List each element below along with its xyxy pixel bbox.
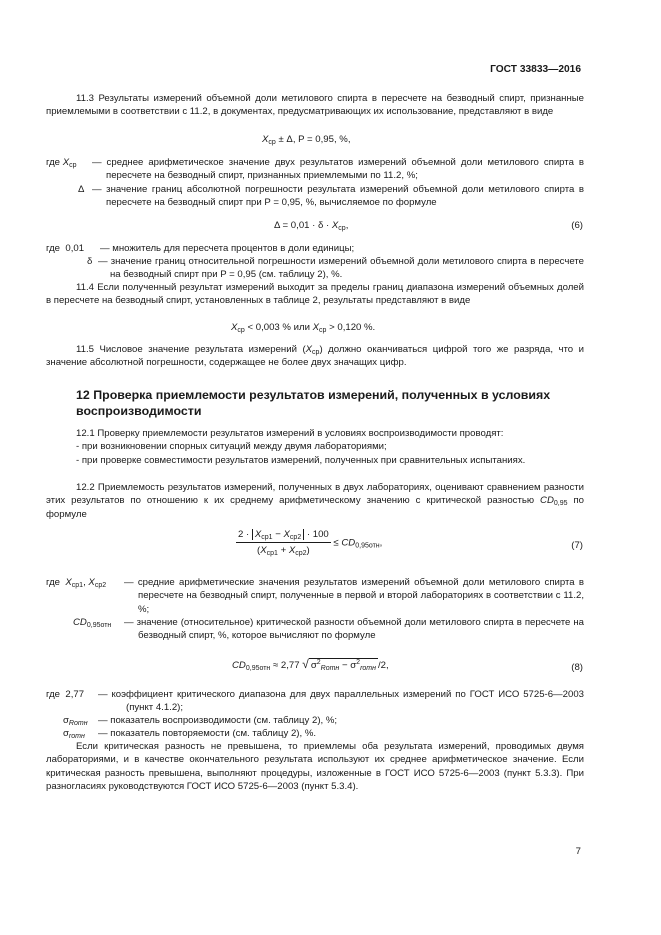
definition-sigma-lower-r: — показатель повторяемости (см. таблицу 2), %. (98, 728, 317, 739)
formula-8: $CD_{0,95отн} \approx 2,77$ √ $\sigma^2_{Rотн} - \sigma^2_{rотн}$ /2, (232, 657, 389, 672)
equation-number-6: (6) (571, 220, 583, 231)
where-label-3: где $X_{ср1}$, $X_{ср2}$ (46, 577, 107, 589)
symbol-sigma-r-otn: $\sigma_{Rотн}$ (63, 715, 88, 727)
formula-limits: $X_{ср} < 0,003$ % или $X_{ср} > 0,120$ %. (231, 322, 376, 334)
where-label-2: где 0,01 (46, 243, 85, 254)
paragraph-closing: Если критическая разность не превышена, то приемлемы оба результата измерений, проводимых двумя лабораториями, и в качестве окончательного результата используют их среднее арифметическое значение. Если критическая разность превышена, выполняют процедуры, изложенные в ГОСТ ИСО 5725-6—2003 (пункт 5.3.3). При разногласиях руководствуются ГОСТ ИСО 5725-6—2003 (пункт 5.3.4). (46, 741, 584, 793)
section-12-title: 12 Проверка приемлемости результатов измерений, полученных в условиях воспроизводимости (76, 388, 551, 418)
paragraph-11-5: 11.5 Числовое значение результата измерений $(X_{ср})$ должно оканчиваться цифрой того же разряда, что и значение абсолютной погрешности, содержащее не более двух значащих цифр. (46, 344, 584, 369)
definition-cd: — значение (относительное) критической разности объемной доли метилового спирта в пересчете на безводный спирт, %, которое вычисляют по формуле (124, 617, 584, 642)
definition-xcp12: — средние арифметические значения результатов измерений объемной доли метилового спирта в пересчете на безводный спирт, полученные в первой и второй лабораториях в соответствии с 11.2, %; (124, 577, 584, 615)
standard-header: ГОСТ 33833—2016 (490, 64, 581, 75)
symbol-delta: Δ (78, 184, 85, 195)
definition-sigma-r: — показатель воспроизводимости (см. таблицу 2), %; (98, 715, 338, 726)
formula-6: $\Delta = 0,01 \cdot \delta \cdot X_{ср}$, (274, 220, 349, 232)
definition-small-delta: — значение границ относительной погрешности измерений объемной доли метилового спирта в пересчете на безводный спирт при P = 0,95 (см. таблицу 2), %. (98, 256, 584, 281)
formula-result-form: $X_{ср} \pm \Delta$, P = 0,95, %, (262, 134, 351, 146)
formula-7: $\frac{2 \cdot X_{ср1} - X_{ср2} \cdot 100}{(X_{ср1} + X_{ср2})}$ ≤ $CD_{0,95отн}$, (238, 529, 383, 558)
where-label-4: где 2,77 (46, 689, 85, 700)
list-item-2: - при проверке совместимости результатов измерений, полученных при сравнительных испытаниях. (76, 454, 526, 466)
definition-277: — коэффициент критического диапазона для двух параллельных измерений по ГОСТ ИСО 5725-6—2003 (пункт 4.1.2); (98, 689, 584, 714)
definition-delta: — значение границ абсолютной погрешности результата измерений объемной доли метилового спирта в пересчете на безводный спирт при P = 0,95, %, вычисляемое по формуле (92, 184, 584, 209)
symbol-sigma-lower-r: $\sigma_{rотн}$ (63, 728, 85, 740)
equation-number-7: (7) (571, 540, 583, 551)
symbol-small-delta: δ (87, 256, 93, 267)
definition-coef: — множитель для пересчета процентов в доли единицы; (100, 243, 355, 254)
paragraph-12-2: 12.2 Приемлемость результатов измерений, полученных в двух лабораториях, оценивают сравнением разности этих результатов по отношению к их среднему арифметическому значению с критической разностью $CD_{0,95}$ по формуле (46, 482, 584, 520)
symbol-cd: $CD_{0,95отн}$ (73, 617, 112, 629)
list-item-1: - при возникновении спорных ситуаций между двумя лабораториями; (76, 441, 387, 453)
paragraph-11-4: 11.4 Если полученный результат измерений выходит за пределы границ диапазона измерений объемных долей в пересчете на безводный спирт, установленных в таблице 2, результаты представляют в виде (46, 282, 584, 307)
paragraph-11-3: 11.3 Результаты измерений объемной доли метилового спирта в пересчете на безводный спирт, признанные приемлемыми в соответствии с 11.2, в документах, предусматривающих их использование, представляют в виде (46, 93, 584, 118)
page-number: 7 (575, 846, 581, 857)
fraction: $\frac{2 \cdot X_{ср1} - X_{ср2} \cdot 100}{(X_{ср1} + X_{ср2})}$ (238, 529, 329, 558)
equation-number-8: (8) (571, 662, 583, 673)
where-label: где $X_{ср}$ (46, 157, 77, 169)
definition-xcp: — среднее арифметическое значение двух результатов измерений объемной доли метилового спирта в пересчете на безводный спирт, признанных приемлемыми по 11.2, %; (92, 157, 584, 182)
paragraph-12-1: 12.1 Проверку приемлемости результатов измерений в условиях воспроизводимости проводят: - при возникновении спорных ситуаций между двумя лабораториями; - при проверке совместимости результатов измерений, полученных при сравнительных испытаниях. (46, 427, 584, 467)
